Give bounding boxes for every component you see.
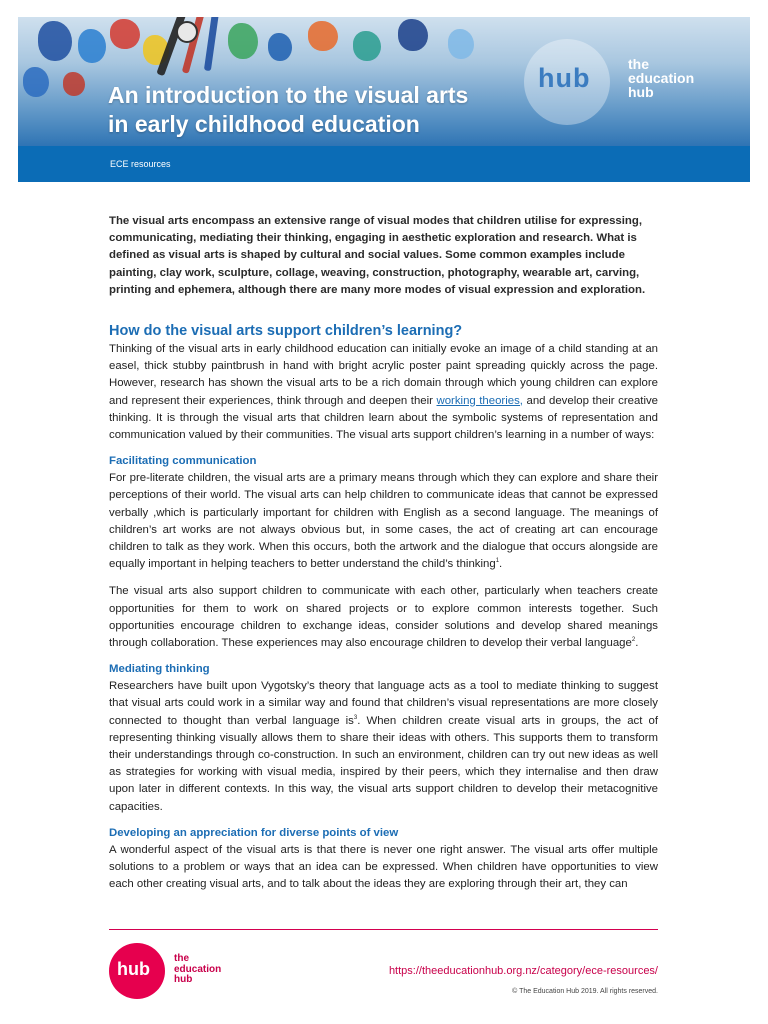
paragraph-text: . [499, 558, 503, 571]
footnote-ref: 1 [495, 558, 500, 565]
hub-logo-mark: hub [538, 63, 591, 93]
paragraph-text: Thinking of the visual arts in early childhood education can initially evoke an image of a child standing at an easel, thick stubby paintbrush in hand with bright acrylic poster paint spreading quickly across the page. However, research has shown the visual arts to be a rich domain through which young children can explore and represent their experiences, think through and deepen their [109, 343, 658, 407]
page-title [108, 81, 528, 139]
category-bar [18, 146, 750, 182]
footer-logo-wordmark [174, 954, 221, 986]
title-line-1: An introduction to the visual arts [108, 82, 469, 108]
copyright-notice: © The Education Hub 2019. All rights reserved. [512, 988, 658, 995]
paragraph-text: Researchers have built upon Vygotsky’s theory that language acts as a tool to mediate thinking to suggest that visual arts could work in a similar way and found that children’s visual representations are more closely connected to thought than verbal language is [109, 680, 658, 727]
title-line-2: in early childhood education [108, 111, 420, 137]
category-label: ECE resources [110, 159, 171, 169]
working-theories-link[interactable]: working theories, [436, 394, 523, 407]
footer-logo-circle [109, 943, 165, 999]
header-banner [18, 17, 750, 146]
footer-divider [109, 929, 658, 930]
communication-paragraph-2 [109, 583, 658, 652]
paragraph-text: . When children create visual arts in groups, the act of representing thinking visually allows them to share their ideas with others. This supports them to transform their understandings through co-construction. In such an environment, children can try out new ideas as well as strategies for working with visual media, inspired by their peers, which they internalise and then draw upon later in different contexts. In this way, the visual arts support children to develop their metacognitive capacities. [109, 714, 658, 813]
banner-logo-wordmark [628, 57, 738, 99]
section-heading: How do the visual arts support children’s learning? [109, 323, 463, 340]
paragraph-text: and develop their creative thinking. It is through the visual arts that children learn about the symbolic systems of representation and communication valued by their communities. The visual arts support children’s learning in a number of ways: [109, 394, 659, 442]
paragraph-text: . [635, 637, 639, 650]
footnote-ref: 2 [631, 637, 636, 644]
section-paragraph [109, 341, 658, 444]
hub-logo-circle [524, 39, 610, 125]
logo-line-the: the [628, 56, 649, 72]
subheading-facilitating-communication: Facilitating communication [109, 455, 257, 468]
footer-url-link[interactable]: https://theeducationhub.org.nz/category/ece-resources/ [388, 965, 658, 977]
logo-line-education: education [628, 70, 695, 86]
subheading-diverse-views: Developing an appreciation for diverse points of view [109, 826, 399, 839]
intro-paragraph: The visual arts encompass an extensive range of visual modes that children utilise for expressing, communicating, mediating their thinking, engaging in aesthetic exploration and research. What is defined as visual arts is shaped by cultural and social values. Some common examples include painting, clay work, sculpture, collage, weaving, construction, photography, wearable art, carving, printing and ephemera, although there are many more modes of visual expression and exploration. [109, 215, 646, 296]
stopwatch-icon [176, 21, 198, 43]
subheading-mediating-thinking: Mediating thinking [109, 663, 210, 676]
paragraph-text: The visual arts also support children to communicate with each other, particularly when teachers create opportunities for them to work on shared projects or to explore common interests together. Such opportunities encourage children to exchange ideas, consider solutions and develop shared meanings through collaboration. These experiences may also encourage children to develop their verbal language [109, 585, 658, 650]
paragraph-text: For pre-literate children, the visual arts are a primary means through which they can explore and share their perceptions of their world. The visual arts can help children to communicate ideas that cannot be expressed verbally ,which is particularly important for children with English as a second language. The meanings of children’s art works are not always obvious but, in some cases, the act of creating art can encourage children to talk as they work. When this occurs, both the artwork and the dialogue that occurs alongside are equally important in helping teachers to better understand the child’s thinking [109, 472, 658, 571]
communication-paragraph-1 [109, 470, 658, 573]
logo-line-hub: hub [628, 84, 654, 100]
diverse-views-paragraph: A wonderful aspect of the visual arts is that there is never one right answer. The visual arts offer multiple solutions to a problem or ways that an idea can be expressed. When children have opportunities to view each other creating visual arts, and to talk about the ideas they are exploring through their art, they can [109, 843, 658, 891]
footer-logo-line-education: education [174, 963, 222, 975]
footnote-ref: 3 [353, 714, 358, 721]
footer-logo-line-hub: hub [174, 974, 193, 985]
footer-logo-mark: hub [117, 959, 150, 979]
mediating-paragraph [109, 678, 658, 816]
article-body [109, 213, 658, 894]
footer-logo-line-the: the [174, 953, 189, 964]
